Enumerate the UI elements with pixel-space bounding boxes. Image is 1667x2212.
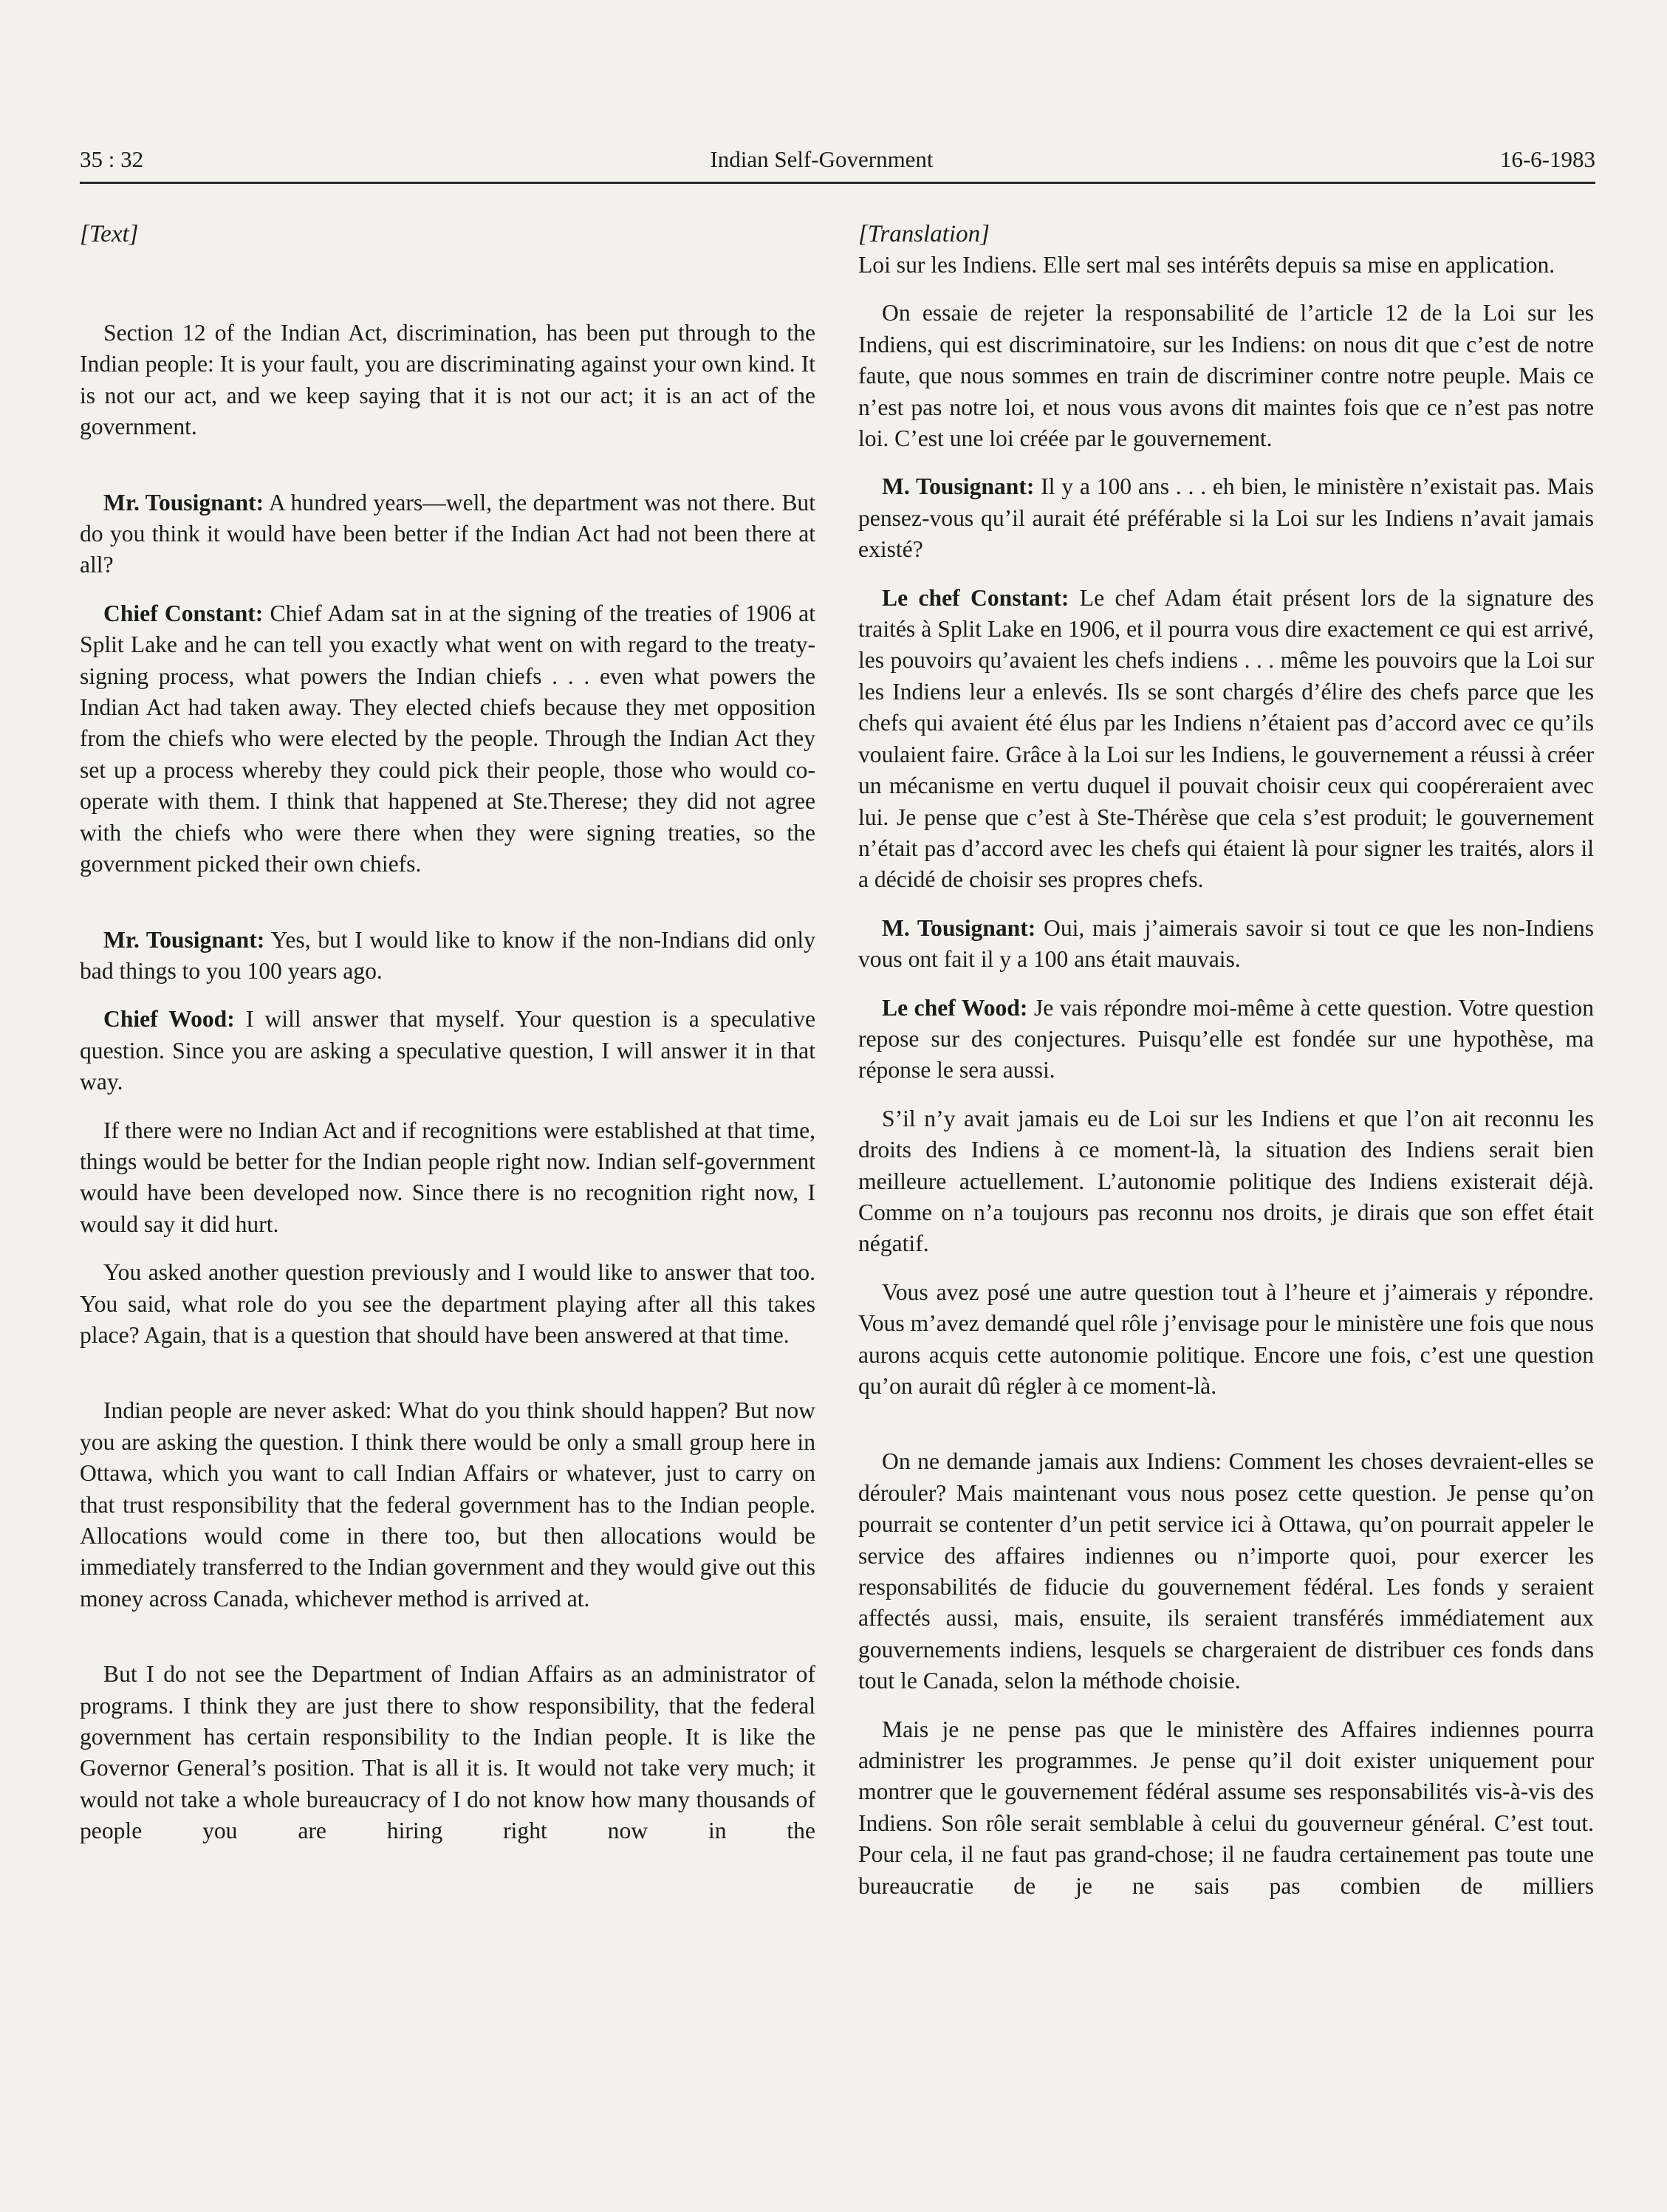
speaker-name: Chief Wood: <box>103 1006 235 1033</box>
speaker-name: Mr. Tousignant: <box>103 926 265 953</box>
page-header <box>80 145 1595 174</box>
paragraph: Indian people are never asked: What do you think should happen? But now you are asking the question. I think there would be only a small group here in Ottawa, which you want to call Indian Affairs or whatever, just to carry on that trust responsibility that the federal government has to the Indian people. Allocations would come in there too, but then allocations would be immediately transferred to the Indian government and they would give out this money across Canada, whichever method is arrived at. <box>80 1397 815 1612</box>
paragraph: Le chef Wood: Je vais répondre moi-même à cette question. Votre question repose sur des conjectures. Puisqu’elle est fondée sur une hypothèse, ma réponse le sera aussi. <box>858 994 1594 1083</box>
header-date: 16-6-1983 <box>1499 146 1595 172</box>
french-column <box>858 219 1594 1919</box>
speaker-name: M. Tousignant: <box>882 473 1035 500</box>
paragraph: On essaie de rejeter la responsabilité de l’article 12 de la Loi sur les Indiens, qui est discriminatoire, sur les Indiens: on nous dit que c’est de notre faute, que nous sommes en train de discriminer contre notre peuple. Mais ce n’est pas notre loi, et nous vous avons dit maintes fois que ce n’est pas notre loi. C’est une loi créée par le gouvernement. <box>858 300 1594 452</box>
text-tag: [Text] <box>80 221 139 247</box>
speaker-name: Le chef Wood: <box>882 994 1028 1021</box>
speaker-name: M. Tousignant: <box>882 914 1036 941</box>
paragraph: M. Tousignant: Oui, mais j’aimerais savoir si tout ce que les non-Indiens vous ont fait il y a 100 ans était mauvais. <box>858 914 1594 973</box>
english-column <box>80 219 815 1864</box>
paragraph: Mr. Tousignant: A hundred years—well, the department was not there. But do you think it would have been better if the Indian Act had not been there at all? <box>80 489 816 578</box>
paragraph: You asked another question previously and I would like to answer that too. You said, what role do you see the department playing after all this takes place? Again, that is a question that should have been answered at that time. <box>80 1259 815 1348</box>
speaker-name: Le chef Constant: <box>882 584 1069 611</box>
paragraph: S’il n’y avait jamais eu de Loi sur les Indiens et que l’on ait reconnu les droits des Indiens à ce moment-là, la situation des Indiens serait bien meilleure actuellement. L’autonomie politique des Indiens existerait déjà. Comme on n’a toujours pas reconnu nos droits, je dirais que son effet était négatif. <box>858 1105 1594 1257</box>
speaker-name: Mr. Tousignant: <box>103 489 264 516</box>
paragraph: Mr. Tousignant: Yes, but I would like to know if the non-Indians did only bad things to you 100 years ago. <box>80 926 815 984</box>
paragraph: Mais je ne pense pas que le ministère des Affaires indiennes pourra administrer les programmes. Je pense qu’il doit exister uniquement pour montrer que le gouvernement fédéral assume ses responsabilités vis-à-vis des Indiens. Son rôle serait semblable à celui du gouverneur général. C’est tout. Pour cela, il ne faut pas grand-chose; il ne faudra certainement pas toute une bureaucratie de je ne sais pas combien de milliers <box>858 1716 1594 1899</box>
header-rule <box>80 182 1595 184</box>
paragraph: Vous avez posé une autre question tout à l’heure et j’aimerais y répondre. Vous m’avez demandé quel rôle j’envisage pour le ministère une fois que nous aurons acquis cette autonomie politique. Encore une fois, c’est une question qu’on aurait dû régler à ce moment-là. <box>858 1278 1594 1399</box>
paragraph: But I do not see the Department of Indian Affairs as an administrator of programs. I think they are just there to show responsibility, that the federal government has certain responsibility to the Indian people. It is like the Governor General’s position. That is all it is. It would not take very much; it would not take a whole bureaucracy of I do not know how many thousands of people you are hiring right now in the <box>80 1661 815 1844</box>
paragraph: M. Tousignant: Il y a 100 ans . . . eh bien, le ministère n’existait pas. Mais pensez-vous qu’il aurait été préférable si la Loi sur les Indiens n’avait jamais existé? <box>858 473 1594 563</box>
speaker-name: Chief Constant: <box>103 600 264 626</box>
paragraph: If there were no Indian Act and if recognitions were established at that time, things would be better for the Indian people right now. Indian self-government would have been developed now. Since there is no recognition right now, I would say it did hurt. <box>80 1117 815 1237</box>
paragraph: Le chef Constant: Le chef Adam était présent lors de la signature des traités à Split Lake en 1906, et il pourra vous dire exactement ce qui est arrivé, les pouvoirs qu’avaient les chefs indiens . . . même les pouvoirs que la Loi sur les Indiens leur a enlevés. Ils se sont chargés d’élire des chefs parce que les chefs qui avaient été élus par les Indiens n’étaient pas d’accord avec ce qu’ils voulaient faire. Grâce à la Loi sur les Indiens, le gouvernement a réussi à créer un mécanisme en vertu duquel il pouvait choisir ceux qui coopéreraient avec lui. Je pense que c’est à Ste-Thérèse que cela s’est produit; le gouvernement n’était pas d’accord avec les chefs qui étaient là pour signer les traités, alors il a décidé de choisir ses propres chefs. <box>858 584 1594 893</box>
paragraph: Chief Wood: I will answer that myself. Your question is a speculative question. Since you are asking a speculative question, I will answer it in that way. <box>80 1006 815 1095</box>
paragraph: Chief Constant: Chief Adam sat in at the signing of the treaties of 1906 at Split Lake and he can tell you exactly what went on with regard to the treaty-signing process, what powers the Indian chiefs . . . even what powers the Indian Act had taken away. They elected chiefs because they met opposition from the chiefs who were elected by the people. Through the Indian Act they set up a process whereby they could pick their people, those who would co-operate with them. I think that happened at Ste.Therese; they did not agree with the chiefs who were there when they were signing treaties, so the government picked their own chiefs. <box>80 600 815 877</box>
paragraph: Loi sur les Indiens. Elle sert mal ses intérêts depuis sa mise en application. <box>858 252 1555 278</box>
page-number: 35 : 32 <box>80 146 144 172</box>
paragraph: Section 12 of the Indian Act, discrimination, has been put through to the Indian people: It is your fault, you are discriminating against your own kind. It is not our act, and we keep saying that it is not our act; it is an act of the government. <box>80 320 815 440</box>
running-title: Indian Self-Government <box>710 146 934 172</box>
translation-tag: [Translation] <box>858 221 990 247</box>
paragraph: On ne demande jamais aux Indiens: Comment les choses devraient-elles se dérouler? Mais maintenant vous nous posez cette question. Je pense qu’on pourrait se contenter d’un petit service ici à Ottawa, qu’on pourrait appeler le service des affaires indiennes ou n’importe quoi, pour exercer les responsabilités de fiducie du gouvernement fédéral. Les fonds y seraient affectés aussi, mais, ensuite, ils seraient transférés immédiatement aux gouvernements indiens, lesquels se chargeraient de distribuer ces fonds dans tout le Canada, selon la méthode choisie. <box>858 1448 1594 1694</box>
